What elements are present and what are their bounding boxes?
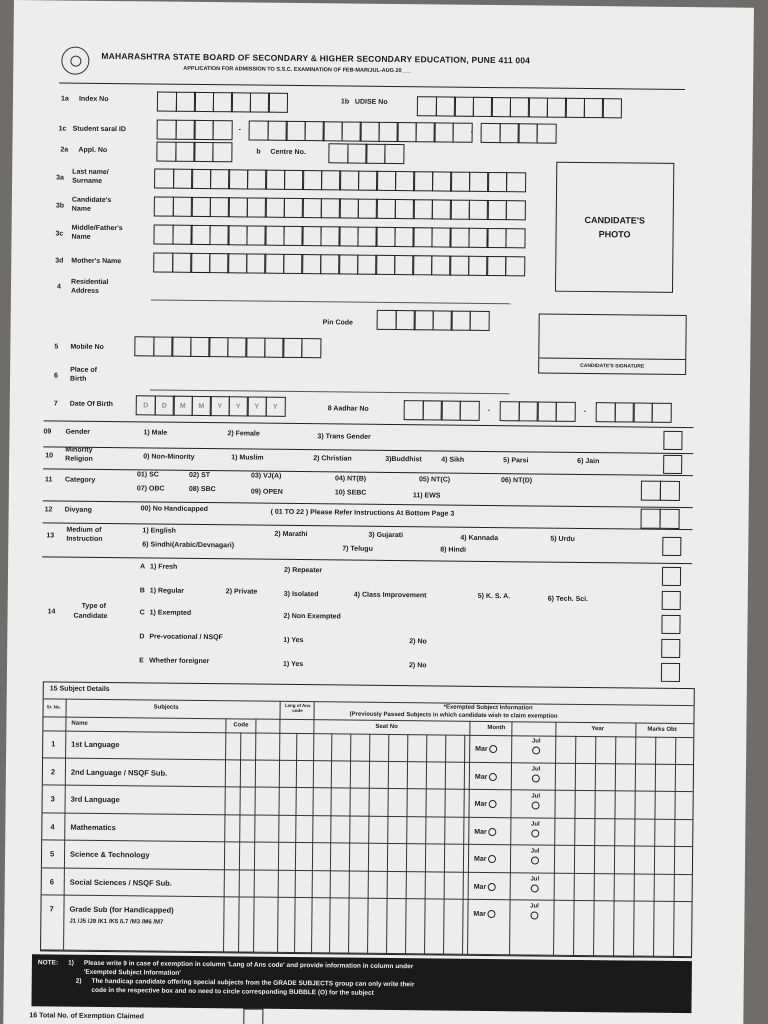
note-text: 'Exempted Subject Information' (83, 968, 181, 977)
month-jul-option[interactable] (526, 847, 544, 866)
type-option: 3) Isolated (283, 590, 319, 599)
appl-no-label: Appl. No (78, 146, 108, 154)
subject-sr-no: 7 (49, 904, 54, 914)
field-number: 3b (55, 202, 65, 210)
category-option: 04) NT(B) (334, 475, 367, 483)
month-jul-label: Jul (531, 738, 541, 745)
birth-place-label-2: Birth (69, 375, 87, 383)
type-option: 2) No (409, 662, 427, 670)
board-logo (61, 47, 89, 75)
col-marks: Marks Obt (647, 726, 677, 733)
candidate-type-label-2: Candidate (73, 612, 108, 621)
type-row-key: C (139, 609, 145, 617)
field-number: 11 (44, 476, 53, 484)
religion-code-box[interactable] (663, 455, 682, 474)
divyang-code-boxes[interactable] (640, 509, 677, 529)
jul-bubble-icon[interactable] (532, 774, 540, 782)
total-exemption-box[interactable] (243, 1008, 263, 1024)
field-number: 3c (55, 230, 64, 238)
dob-boxes[interactable] (136, 395, 284, 417)
mobile-no-label: Mobile No (70, 343, 104, 351)
aadhar-boxes-3[interactable] (596, 402, 670, 423)
candidate-name-label-2: Name (71, 205, 91, 213)
saral-id-boxes-2[interactable] (249, 120, 474, 142)
category-option: 05) NT(C) (418, 476, 451, 484)
index-no-boxes[interactable] (157, 92, 287, 113)
type-option: 1) Fresh (150, 563, 178, 571)
col-exempt-info-2: (Previously Passed Subjects in which candidate wish to claim exemption (349, 711, 558, 720)
subject-details-table (40, 681, 695, 958)
col-name: Name (71, 720, 88, 727)
type-option: 1) Yes (283, 660, 304, 669)
index-no-label: Index No (78, 95, 109, 103)
father-name-boxes[interactable] (153, 224, 523, 248)
total-exemption-label: 16 Total No. of Exemption Claimed (29, 1012, 145, 1021)
medium-label: Medium of (66, 526, 102, 534)
appl-no-boxes[interactable] (156, 142, 230, 163)
dob-char: M (173, 396, 193, 416)
category-option: 01) SC (136, 471, 159, 479)
address-label: Residential (71, 278, 109, 287)
mother-name-boxes[interactable] (153, 252, 523, 276)
dob-char: Y (247, 396, 267, 416)
aadhar-no-label: 8 Aadhar No (327, 405, 369, 413)
divyang-option: 00) No Handicapped (140, 505, 209, 514)
type-d-code-box[interactable] (661, 639, 680, 658)
religion-option: 3)Buddhist (385, 455, 422, 464)
month-mar-label: Mar (474, 800, 488, 808)
note-text: The handicap candidate offering special subjects from the GRADE SUBJECTS group can only write their (91, 977, 415, 989)
type-row-key: D (139, 633, 145, 641)
address-line[interactable] (151, 299, 511, 304)
type-option: 5) K. S. A. (477, 592, 511, 601)
subject-sr-no: 2 (50, 766, 56, 776)
jul-bubble-icon[interactable] (532, 746, 540, 754)
category-option: 07) OBC (136, 485, 165, 493)
field-number: 2a (60, 146, 69, 154)
aadhar-boxes-1[interactable] (404, 400, 478, 421)
type-row-key: E (139, 657, 144, 665)
religion-option: 5) Parsi (503, 457, 529, 465)
month-jul-label: Jul (530, 848, 540, 855)
col-code: Code (233, 722, 249, 729)
jul-bubble-icon[interactable] (532, 801, 540, 809)
mar-bubble-icon[interactable] (488, 883, 496, 891)
col-sr-no: Sr. No. (46, 704, 61, 710)
form-subtitle: APPLICATION FOR ADMISSION TO S.S.C. EXAMINATION OF FEB-MAR/JUL-AUG 20___ (183, 65, 411, 75)
father-name-label: Middle/Father's (71, 224, 123, 233)
medium-option: 5) Urdu (550, 535, 575, 543)
field-number: 1a (60, 95, 69, 103)
jul-bubble-icon[interactable] (531, 856, 539, 864)
type-c-code-box[interactable] (661, 615, 680, 634)
saral-id-boxes-3[interactable] (481, 123, 555, 144)
medium-option: 3) Gujarati (368, 531, 404, 540)
divyang-instruction: ( 01 TO 22 ) Please Refer Instructions At Bottom Page 3 (270, 508, 455, 518)
col-year: Year (591, 726, 605, 733)
type-option: 1) Yes (283, 636, 304, 645)
medium-option: 4) Kannada (460, 534, 499, 543)
subject-sr-no: 3 (50, 794, 55, 804)
type-option: 4) Class Improvement (353, 591, 427, 600)
subject-name: Mathematics (70, 822, 116, 832)
field-number: 12 (44, 506, 53, 514)
subject-sr-no: 4 (50, 821, 55, 831)
month-mar-option[interactable] (475, 772, 497, 780)
field-number: 3a (56, 174, 64, 182)
father-name-label-2: Name (71, 233, 91, 241)
section-divider (43, 522, 693, 530)
dob-char: Y (265, 397, 285, 417)
col-subjects: Subjects (153, 704, 179, 711)
medium-label-2: Instruction (66, 535, 103, 543)
religion-option: 6) Jain (577, 457, 600, 466)
month-jul-option[interactable] (527, 765, 545, 784)
header-divider (59, 82, 685, 90)
subject-name: Grade Sub (for Handicapped) (69, 904, 174, 915)
subject-name: Social Sciences / NSQF Sub. (69, 877, 172, 888)
mar-bubble-icon[interactable] (489, 828, 497, 836)
month-mar-option[interactable] (474, 882, 496, 890)
subject-name: 2nd Language / NSQF Sub. (70, 767, 168, 778)
type-row-key: A (140, 563, 146, 571)
month-mar-option[interactable] (475, 800, 497, 808)
application-form-sheet (3, 0, 754, 1024)
medium-option: 8) Hindi (440, 546, 466, 554)
religion-label-2: Religion (65, 455, 93, 463)
subject-table-title: 15 Subject Details (49, 685, 110, 694)
category-option: 11) EWS (412, 492, 441, 500)
udise-no-label: UDISE No (354, 98, 388, 106)
religion-option: 4) Sikh (441, 456, 465, 464)
type-option: 1) Regular (149, 587, 185, 595)
medium-option: 1) English (142, 527, 176, 535)
col-month: Month (487, 724, 506, 732)
candidate-photo-box (555, 162, 674, 293)
dash-separator: - (470, 128, 474, 136)
category-option: 06) NT(D) (500, 477, 533, 485)
month-jul-option[interactable] (526, 820, 544, 839)
field-number: 09 (43, 428, 52, 436)
field-number: 3d (55, 257, 64, 265)
month-jul-option[interactable] (527, 792, 545, 811)
type-row-label: Whether foreigner (149, 657, 210, 666)
field-number: 1b (340, 98, 350, 106)
category-option: 08) SBC (188, 485, 216, 494)
candidate-name-boxes[interactable] (154, 196, 524, 220)
note-number: 1) (68, 959, 74, 967)
col-exempt-info: *Exempted Subject Information (443, 704, 533, 712)
surname-label: Last name/ (72, 168, 109, 177)
type-option: 6) Tech. Sci. (547, 595, 589, 604)
field-number: 7 (53, 400, 58, 408)
month-mar-option[interactable] (475, 745, 497, 753)
dob-char: Y (228, 396, 248, 416)
religion-option: 2) Christian (313, 455, 352, 463)
field-number: 14 (47, 608, 56, 616)
gender-option: 2) Female (227, 430, 260, 438)
mar-bubble-icon[interactable] (488, 855, 496, 863)
note-text: code in the respective box and no need to circle corresponding BUBBLE (O) for the subject (91, 986, 374, 997)
col-seat-no: Seat No (375, 723, 398, 731)
subject-grade-codes: J1 /J5 /J9 /K1 /K5 /L7 /M3 /M6 /M7 (69, 918, 164, 926)
month-jul-option[interactable] (526, 875, 544, 894)
dob-char: M (191, 396, 211, 416)
category-code-boxes[interactable] (641, 481, 678, 501)
medium-code-box[interactable] (662, 537, 681, 556)
field-number: 13 (46, 532, 55, 540)
gender-option: 1) Male (143, 429, 168, 437)
month-mar-label: Mar (475, 745, 488, 753)
type-option: 2) Non Exempted (283, 612, 341, 621)
pin-code-boxes[interactable] (377, 310, 488, 331)
dash-separator: - (583, 407, 587, 416)
address-label-2: Address (70, 287, 100, 295)
type-row-label: Pre-vocational / NSQF (149, 633, 223, 642)
candidate-name-label: Candidate's (71, 196, 112, 205)
dash-separator: - (487, 406, 491, 415)
category-option: 09) OPEN (250, 488, 283, 496)
udise-no-boxes[interactable] (417, 96, 621, 118)
candidate-type-label: Type of (81, 602, 107, 610)
month-jul-option[interactable] (525, 902, 543, 921)
pin-code-label: Pin Code (322, 319, 354, 327)
religion-option: 1) Muslim (231, 454, 264, 462)
subject-name: 3rd Language (70, 794, 120, 805)
month-jul-label: Jul (530, 875, 540, 883)
jul-bubble-icon[interactable] (531, 829, 539, 837)
mobile-no-boxes[interactable] (134, 336, 319, 358)
centre-no-boxes[interactable] (328, 143, 402, 164)
jul-bubble-icon[interactable] (531, 884, 539, 892)
month-mar-option[interactable] (474, 855, 496, 863)
subject-sr-no: 1 (51, 739, 56, 749)
medium-option: 2) Marathi (274, 530, 308, 539)
mar-bubble-icon[interactable] (488, 910, 496, 918)
month-jul-label: Jul (531, 820, 540, 828)
month-mar-label: Mar (474, 773, 488, 781)
mar-bubble-icon[interactable] (489, 773, 497, 781)
field-number: 4 (56, 283, 61, 291)
saral-id-boxes-1[interactable] (157, 120, 231, 141)
category-label: Category (64, 476, 96, 484)
note-number: 2) (75, 977, 82, 985)
surname-label-2: Surname (72, 177, 103, 185)
photo-label: CANDIDATE'S (584, 214, 646, 226)
field-number: 1c (58, 125, 67, 133)
month-jul-label: Jul (531, 765, 541, 773)
subject-name: 1st Language (71, 739, 120, 750)
category-option: 03) VJ(A) (250, 472, 282, 480)
religion-label: Minority (65, 446, 93, 454)
month-jul-label: Jul (530, 903, 539, 910)
subject-sr-no: 6 (49, 876, 54, 886)
birth-place-line[interactable] (150, 389, 510, 394)
type-b-code-box[interactable] (662, 591, 681, 610)
surname-boxes[interactable] (154, 168, 524, 192)
month-mar-label: Mar (473, 883, 487, 891)
medium-option: 6) Sindhi(Arabic/Devnagari) (142, 541, 235, 550)
subject-name: Science & Technology (70, 849, 150, 860)
dob-label: Date Of Birth (69, 400, 113, 409)
note-label: NOTE: (37, 959, 59, 967)
signature-label: CANDIDATE'S SIGNATURE (539, 358, 685, 371)
saral-id-label: Student saral ID (72, 125, 126, 134)
type-e-code-box[interactable] (661, 663, 680, 682)
board-title: MAHARASHTRA STATE BOARD OF SECONDARY & HIGHER SECONDARY EDUCATION, PUNE 411 004 (101, 50, 531, 66)
month-mar-option[interactable] (473, 910, 495, 918)
col-lang-code: Lang of Ans code (284, 702, 311, 714)
mar-bubble-icon[interactable] (489, 800, 497, 808)
type-a-code-box[interactable] (662, 567, 681, 586)
type-option: 1) Exempted (149, 609, 192, 617)
jul-bubble-icon[interactable] (530, 911, 538, 919)
month-jul-label: Jul (531, 793, 541, 800)
type-option: 2) No (409, 638, 427, 646)
aadhar-boxes-2[interactable] (500, 401, 574, 422)
field-number: 5 (54, 343, 59, 351)
gender-option: 3) Trans Gender (317, 433, 371, 441)
religion-option: 0) Non-Minority (143, 453, 195, 461)
photo-label-2: PHOTO (598, 229, 631, 240)
centre-no-label: Centre No. (270, 148, 306, 157)
type-row-key: B (139, 587, 145, 595)
month-mar-label: Mar (473, 910, 486, 918)
type-option: 2) Private (225, 588, 258, 596)
category-option: 10) SEBC (334, 489, 367, 497)
candidate-signature-box (538, 314, 687, 376)
dob-char: D (136, 395, 156, 415)
mother-name-label: Mother's Name (71, 257, 122, 266)
mar-bubble-icon[interactable] (490, 745, 498, 753)
divyang-label: Divyang (64, 506, 92, 514)
instructions-note (31, 954, 692, 1013)
birth-place-label: Place of (70, 366, 98, 374)
gender-code-box[interactable] (663, 431, 682, 450)
field-number: 6 (54, 372, 59, 380)
dash-separator: - (238, 126, 242, 134)
subject-sr-no: 5 (50, 849, 55, 859)
note-text: Please write 9 in case of exemption in column 'Lang of Ans code' and provide information in column under (83, 959, 414, 971)
dob-char: Y (210, 396, 230, 416)
month-mar-label: Mar (474, 828, 487, 836)
dob-char: D (154, 395, 174, 415)
section-divider (43, 446, 693, 454)
gender-label: Gender (65, 428, 91, 436)
field-number: b (256, 148, 261, 156)
type-option: 2) Repeater (284, 566, 323, 575)
month-mar-option[interactable] (474, 827, 496, 835)
category-option: 02) ST (188, 471, 211, 480)
month-jul-option[interactable] (527, 737, 545, 756)
month-mar-label: Mar (473, 855, 487, 863)
field-number: 10 (45, 452, 54, 460)
medium-option: 7) Telugu (342, 545, 373, 553)
